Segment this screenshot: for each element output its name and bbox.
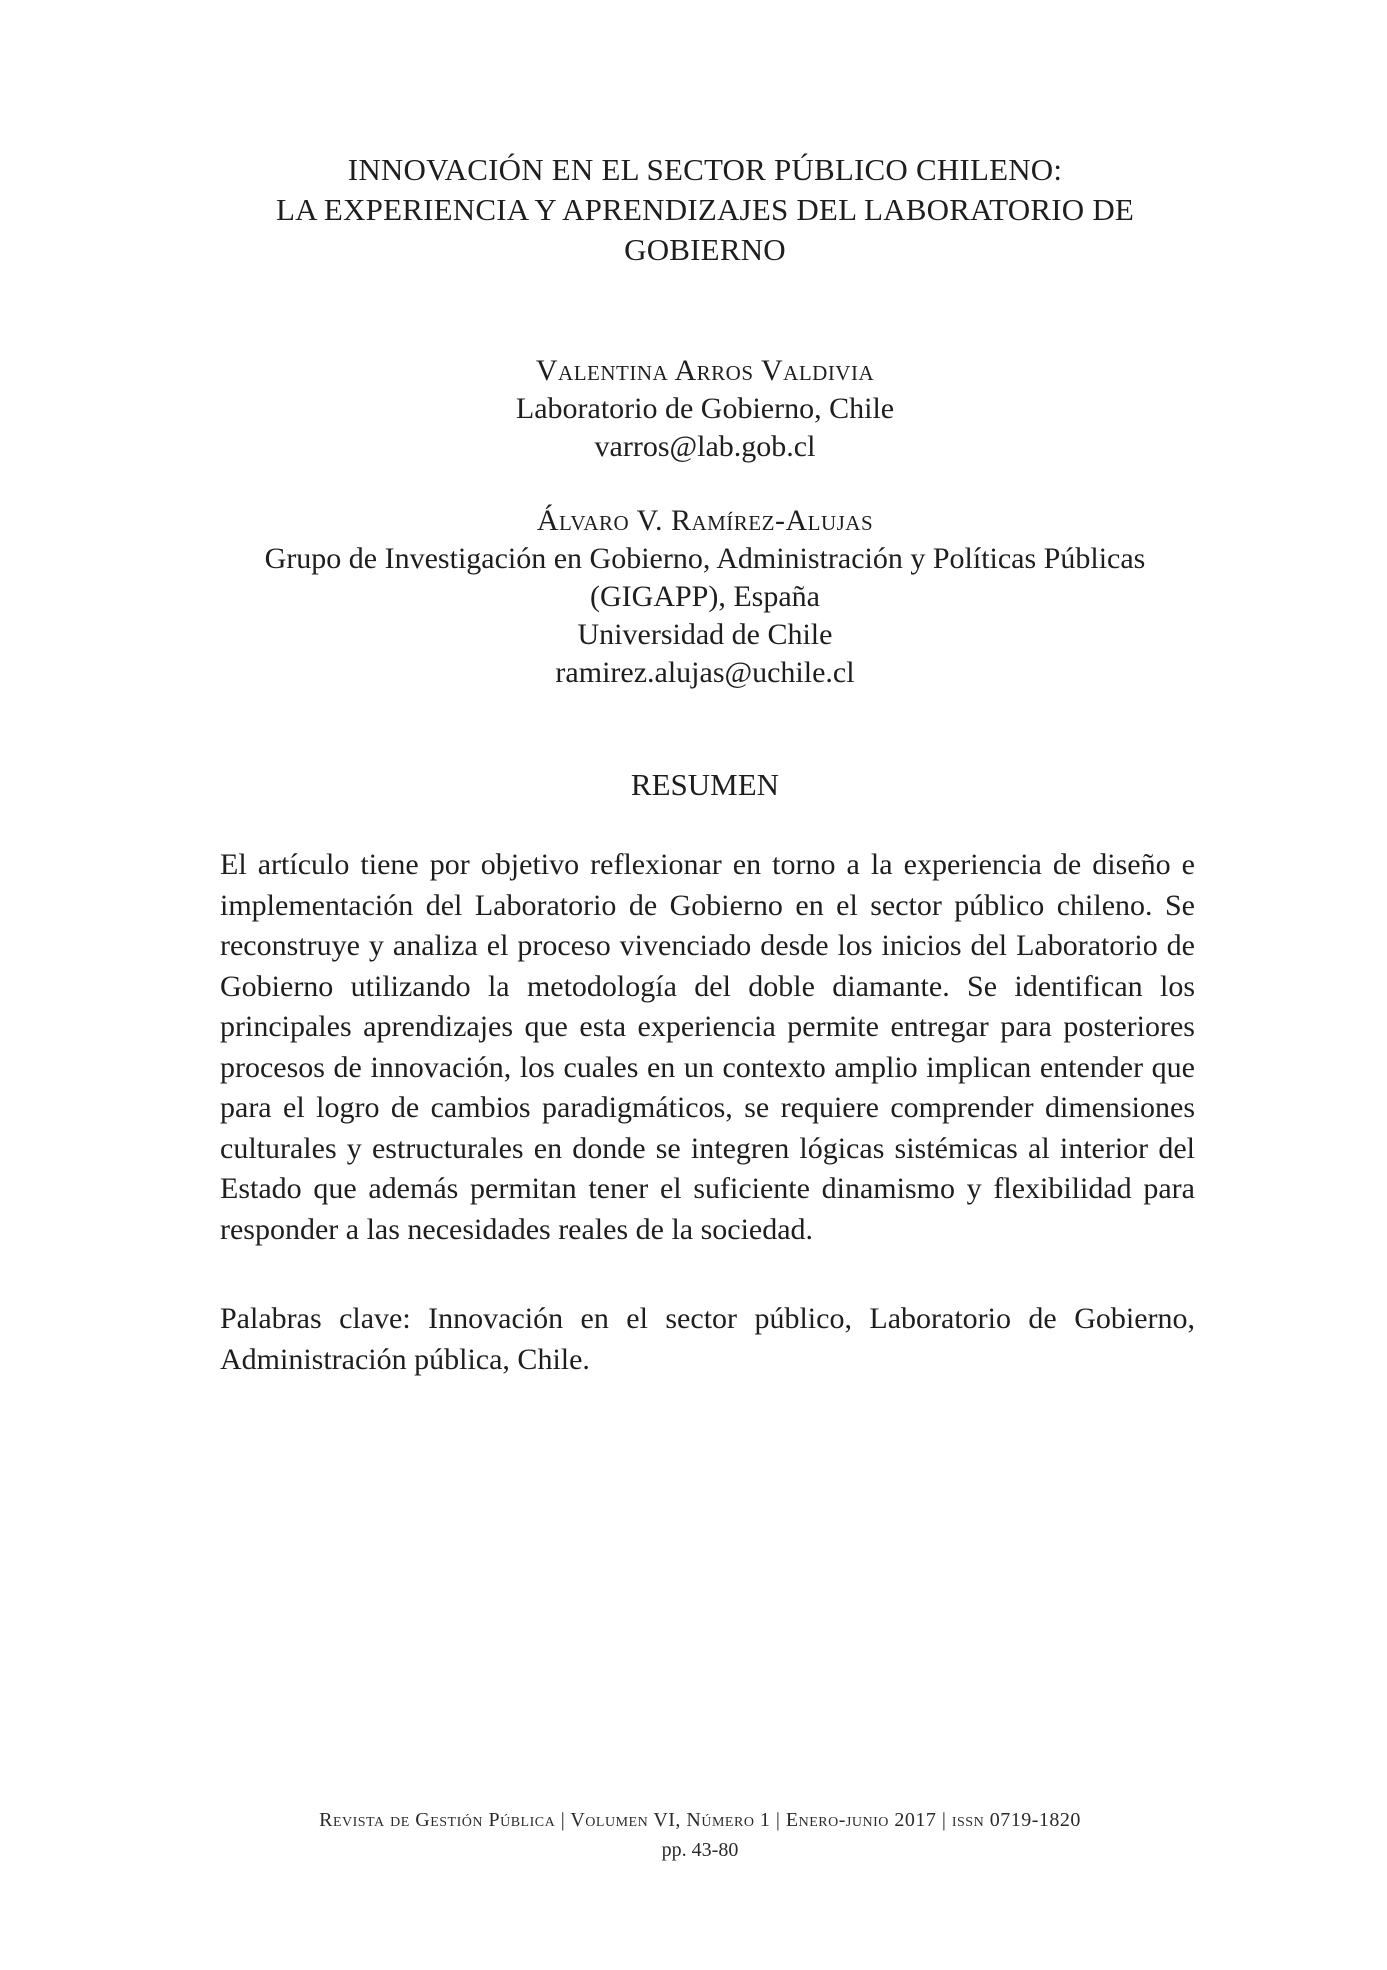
abstract-text: El artículo tiene por objetivo reflexionar en torno a la experiencia de diseño e implementación del Laboratorio de Gobierno en el sector público chileno. Se reconstruye y analiza el proceso vivenciado desde los inicios del Laboratorio de Gobierno utilizando la metodología del doble diamante. Se identifican los principales aprendizajes que esta experiencia permite entregar para posteriores procesos de innovación, los cuales en un contexto amplio implican entender que para el logro de cambios paradigmáticos, se requiere comprender dimensiones culturales y estructurales en donde se integren lógicas sistémicas al interior del Estado que además permitan tener el suficiente dinamismo y flexibilidad para responder a las necesidades reales de la sociedad.: [220, 848, 1195, 1246]
author-affiliation: (GIGAPP), España: [590, 580, 820, 613]
page-range: pp. 43-80: [661, 1839, 739, 1861]
paper-title: [180, 150, 1230, 270]
title-line-3: GOBIERNO: [624, 232, 786, 267]
author-block-2: [180, 502, 1230, 692]
title-line-1: INNOVACIÓN EN EL SECTOR PÚBLICO CHILENO:: [347, 152, 1063, 187]
title-line-2: LA EXPERIENCIA Y APRENDIZAJES DEL LABORATORIO DE: [275, 192, 1135, 227]
keywords: Palabras clave: Innovación en el sector público, Laboratorio de Gobierno, Administración pública, Chile.: [220, 1302, 1195, 1376]
author-affiliation: Grupo de Investigación en Gobierno, Administración y Políticas Públicas: [264, 542, 1146, 575]
author-name: Valentina Arros Valdivia: [535, 354, 875, 387]
author-affiliation: Universidad de Chile: [577, 618, 833, 651]
author-email: ramirez.alujas@uchile.cl: [555, 656, 855, 689]
journal-citation: Revista de Gestión Pública | Volumen VI, Número 1 | Enero-junio 2017 | issn 0719-1820: [319, 1809, 1081, 1831]
page-footer: [120, 1805, 1280, 1865]
author-block-1: [180, 352, 1230, 466]
author-name: Álvaro V. Ramírez-Alujas: [536, 504, 874, 537]
author-affiliation: Laboratorio de Gobierno, Chile: [515, 392, 895, 425]
author-email: varros@lab.gob.cl: [594, 430, 816, 463]
abstract-heading: RESUMEN: [630, 767, 780, 802]
